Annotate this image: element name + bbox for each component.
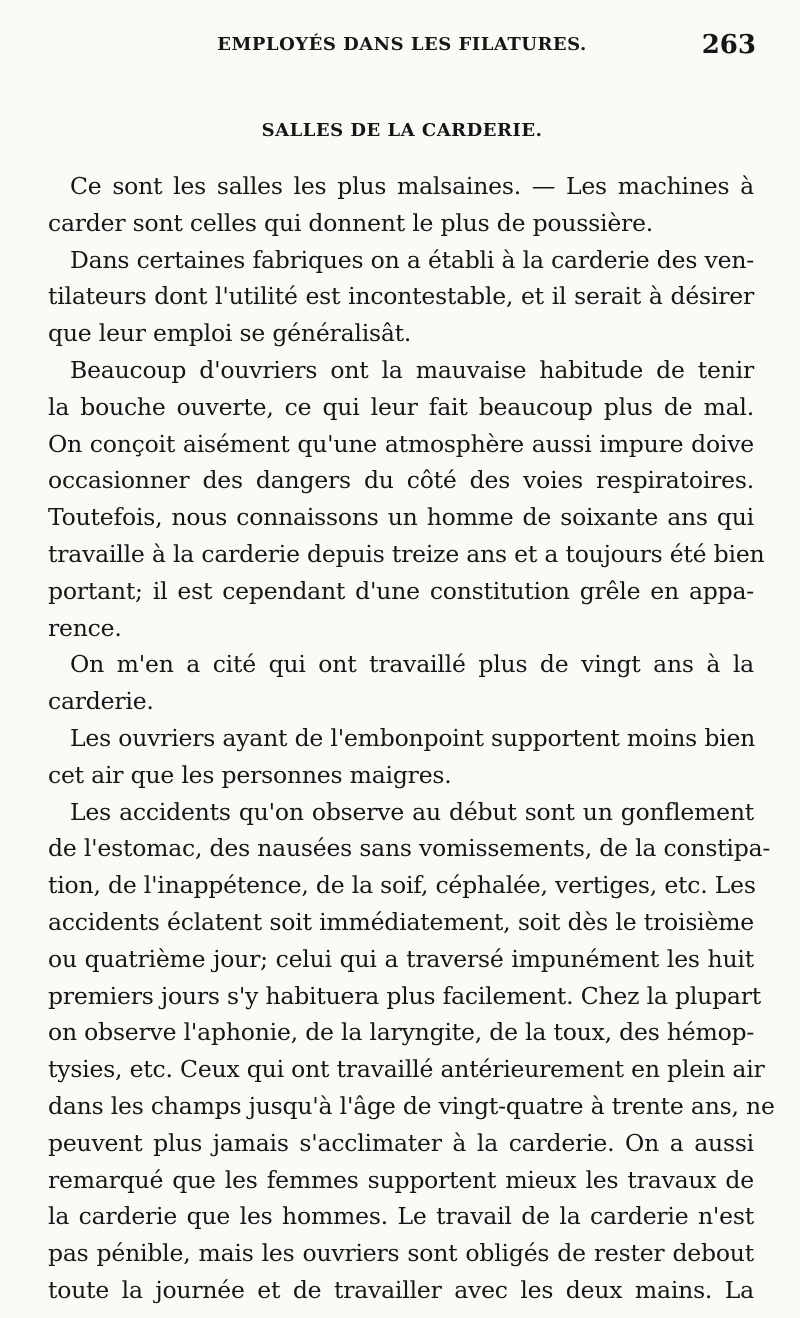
text-line: Les accidents qu'on observe au début sont un gonflement	[70, 797, 754, 826]
text-line: toute la journée et de travailler avec les deux mains. La	[48, 1275, 754, 1304]
paragraph	[48, 352, 765, 646]
paragraph	[48, 242, 754, 352]
text-line: Ce sont les salles les plus malsaines. — Les machines à	[70, 172, 754, 200]
text-line: Beaucoup d'ouvriers ont la mauvaise habitude de tenir	[70, 355, 754, 384]
text-line: Toutefois, nous connaissons un homme de soixante ans qui	[48, 503, 754, 532]
text-line: cet air que les personnes maigres.	[48, 760, 452, 789]
text-line: ou quatrième jour; celui qui a traversé impunément les huit	[48, 944, 754, 973]
text-line: pas pénible, mais les ouvriers sont obligés de rester debout	[48, 1239, 754, 1268]
page-number: 263	[701, 30, 756, 60]
text-line: occasionner des dangers du côté des voies respiratoires.	[48, 466, 754, 495]
text-line: premiers jours s'y habituera plus facilement. Chez la plupart	[48, 981, 761, 1010]
paragraph	[48, 794, 775, 1309]
text-line: tion, de l'inappétence, de la soif, céphalée, vertiges, etc. Les	[48, 871, 756, 900]
text-line: On m'en a cité qui ont travaillé plus de vingt ans à la	[70, 650, 754, 679]
text-line: Dans certaines fabriques on a établi à la carderie des ven-	[70, 245, 754, 274]
body-text	[48, 168, 775, 1309]
text-line: remarqué que les femmes supportent mieux les travaux de	[48, 1165, 754, 1194]
text-line: on observe l'aphonie, de la laryngite, de la toux, des hémop-	[48, 1018, 755, 1047]
text-line: On conçoit aisément qu'une atmosphère aussi impure doive	[48, 429, 754, 458]
text-line: travaille à la carderie depuis treize ans et a toujours été bien	[48, 539, 765, 568]
paragraph	[48, 720, 754, 794]
text-line: que leur emploi se généralisât.	[48, 319, 412, 348]
text-line: la bouche ouverte, ce qui leur fait beaucoup plus de mal.	[48, 392, 754, 421]
text-line: Les ouvriers ayant de l'embonpoint supportent moins bien	[70, 723, 756, 752]
paragraph	[48, 646, 754, 720]
text-line: carder sont celles qui donnent le plus de poussière.	[48, 208, 654, 237]
text-line: tilateurs dont l'utilité est incontestable, et il serait à désirer	[48, 282, 754, 311]
section-heading: SALLES DE LA CARDERIE.	[261, 120, 543, 141]
text-line: de l'estomac, des nausées sans vomissements, de la constipa-	[48, 834, 771, 863]
text-line: carderie.	[48, 687, 154, 716]
running-head	[48, 30, 756, 66]
running-title: EMPLOYÉS DANS LES FILATURES.	[217, 34, 587, 55]
paragraph	[48, 168, 754, 242]
text-line: la carderie que les hommes. Le travail de la carderie n'est	[48, 1202, 754, 1231]
text-line: accidents éclatent soit immédiatement, soit dès le troisième	[48, 907, 754, 936]
text-line: rence.	[48, 613, 122, 642]
text-line: peuvent plus jamais s'acclimater à la carderie. On a aussi	[48, 1128, 754, 1157]
text-line: portant; il est cependant d'une constitution grêle en appa-	[48, 576, 754, 605]
text-line: tysies, etc. Ceux qui ont travaillé antérieurement en plein air	[48, 1055, 765, 1084]
text-line: dans les champs jusqu'à l'âge de vingt-quatre à trente ans, ne	[48, 1091, 775, 1120]
